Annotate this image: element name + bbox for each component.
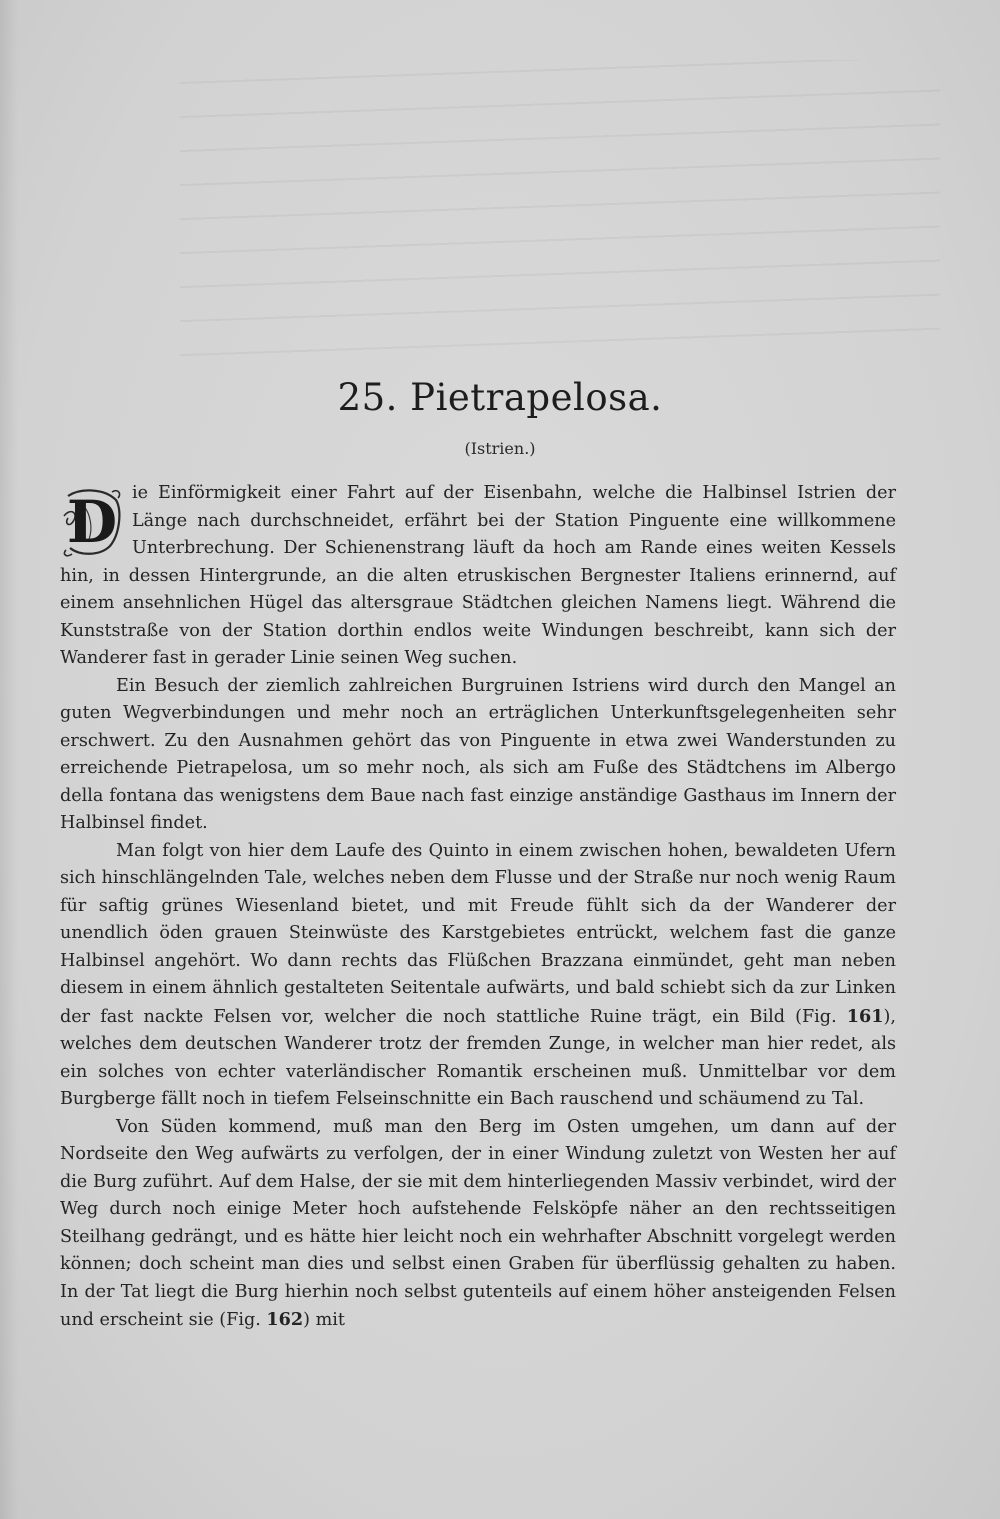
dropcap-ornament [60, 486, 124, 558]
figure-reference-162: 162 [266, 1309, 304, 1330]
bleed-through-text [180, 60, 940, 360]
paragraph-4-text-a: Von Süden kommend, muß man den Berg im Osten umgehen, um dann auf der Nordseite den Weg aufwärts zu verfolgen, der in einer Windung zuletzt von Westen her auf die Burg zuführt. Auf dem Halse, der sie mit dem hinterliegenden Massiv verbindet, wird der Weg durch noch einige Meter hoch aufstehende Felsköpfe näher an den rechtsseitigen Steilhang gedrängt, und es hätte hier leicht noch ein wehrhafter Abschnitt vorgelegt werden können; doch scheint man dies und selbst einen Graben für überflüssig gehalten zu haben. In der Tat liegt die Burg hierhin noch selbst gutenteils auf einem höher ansteigenden Felsen und erscheint sie (Fig. [60, 1116, 896, 1330]
paragraph-4 [60, 1114, 896, 1335]
paragraph-1-text: ie Einförmigkeit einer Fahrt auf der Eisenbahn, welche die Halbinsel Istrien der Länge nach durchschneidet, erfährt bei der Station Pinguente eine willkommene Unterbrechung. Der Schienenstrang läuft da hoch am Rande eines weiten Kessels hin, in dessen Hintergrunde, an die alten etruskischen Bergnester Italiens erinnernd, auf einem ansehnlichen Hügel das altersgraue Städtchen gleichen Namens liegt. Während die Kunststraße von der Station dorthin endlos weite Windungen beschreibt, kann sich der Wanderer fast in gerader Linie seinen Weg suchen. [60, 483, 896, 668]
figure-reference-161: 161 [846, 1005, 884, 1027]
paragraph-3-text-b: ), welches dem deutschen Wanderer trotz der fremden Zunge, in welcher man hier redet, als ein solches von echter vaterländischer Romantik erscheinen muß. Unmittelbar vor dem Burgberge fällt noch in tiefem Felseinschnitte ein Bach rauschend und schäumend zu Tal. [60, 1006, 896, 1109]
paragraph-1 [60, 480, 896, 673]
scan-shadow [0, 0, 18, 1519]
dropcap-letter: D [66, 488, 118, 556]
paragraph-2: Ein Besuch der ziemlich zahlreichen Burgruinen Istriens wird durch den Mangel an guten Wegverbindungen und mehr noch an erträglichen Unterkunftsgelegenheiten sehr erschwert. Zu den Ausnahmen gehört das von Pinguente in etwa zwei Wanderstunden zu erreichende Pietrapelosa, um so mehr noch, als sich am Fuße des Städtchens im Albergo della fontana das wenigstens dem Baue nach fast einzige anständige Gasthaus im Innern der Halbinsel findet. [60, 675, 896, 833]
paragraph-3 [60, 838, 896, 1114]
body-text [60, 480, 896, 1335]
paragraph-4-text-b: ) mit [303, 1310, 345, 1330]
chapter-title: 25. Pietrapelosa. [337, 376, 663, 419]
chapter-subtitle: (Istrien.) [464, 439, 536, 458]
paragraph-3-text-a: Man folgt von hier dem Laufe des Quinto in einem zwischen hohen, bewaldeten Ufern sich hinschlängelnden Tale, welches neben dem Flusse und der Straße nur noch wenig Raum für saftig grünes Wiesenland bietet, und mit Freude fühlt sich da der Wanderer der unendlich öden grauen Steinwüste des Karstgebietes entrückt, welchem fast die ganze Halbinsel angehört. Wo dann rechts das Flüßchen Brazzana einmündet, geht man neben diesem in einem ähnlich gestalteten Seitentale aufwärts, und bald schiebt sich da zur Linken der fast nackte Felsen vor, welcher die noch stattliche Ruine trägt, ein Bild (Fig. [60, 840, 896, 1027]
